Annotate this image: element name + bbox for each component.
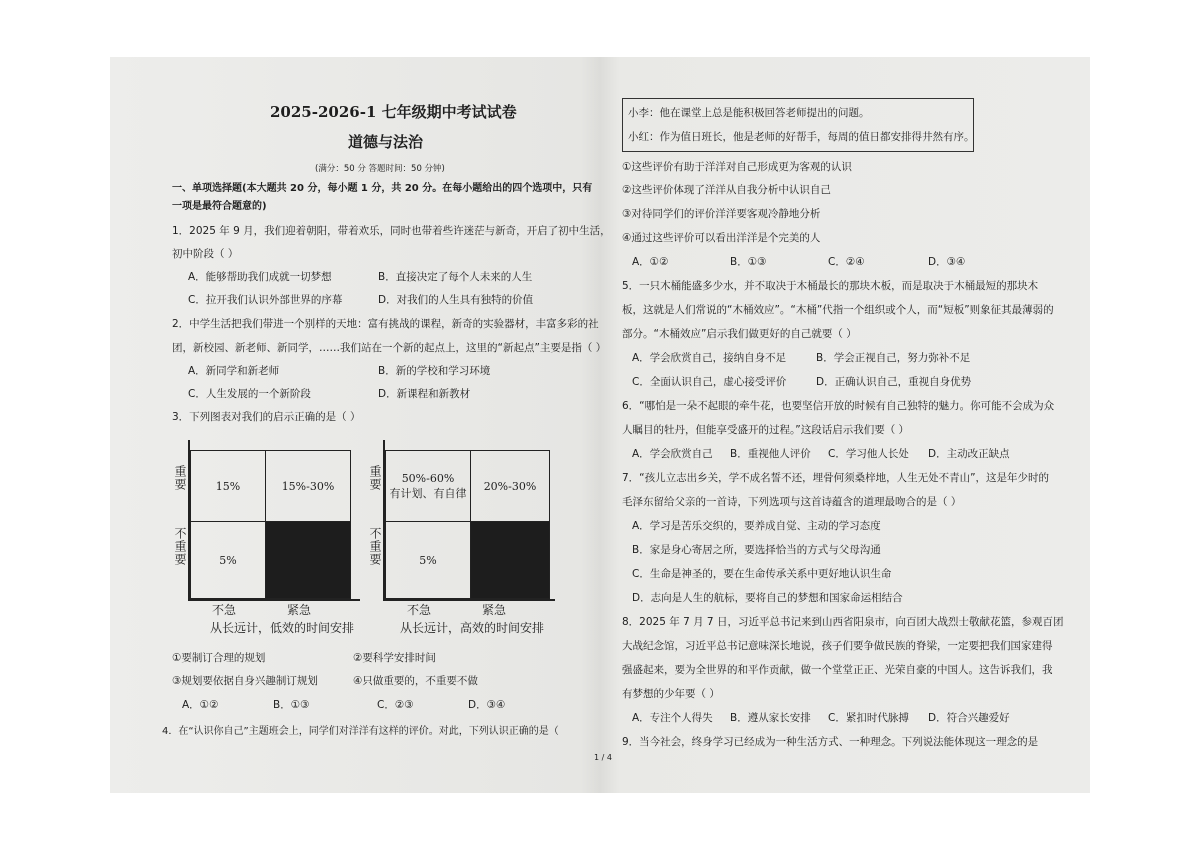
q2-option-a: A．新同学和新老师 — [188, 365, 280, 377]
q3-option-a: A．①② — [182, 699, 219, 711]
question-4: 4．在“认识你自己”主题班会上，同学们对洋洋有这样的评价。对此，下列认识正确的是（ — [162, 726, 559, 737]
question-3: 3．下列图表对我们的启示正确的是（ ） — [172, 411, 361, 423]
chart2-x-label-urgent: 紧急 — [482, 603, 507, 617]
page-number: 1 / 4 — [594, 753, 612, 762]
chart1-cell-important-not-urgent: 15% — [190, 450, 266, 522]
exam-title: 2025-2026-1 七年级期中考试试卷 — [270, 103, 517, 121]
question-2: 2．中学生活把我们带进一个别样的天地：富有挑战的课程，新奇的实验器材，丰富多彩的社 — [172, 318, 599, 330]
question-6: 6．“哪怕是一朵不起眼的牵牛花，也要坚信开放的时候有自己独特的魅力。你可能不会成为众 — [622, 400, 1055, 412]
question-8: 8．2025 年 7 月 7 日，习近平总书记来到山西省阳泉市，向百团大战烈士敬献花篮，参观百团 — [622, 616, 1064, 628]
chart2-cell-important-not-urgent — [385, 450, 471, 522]
question-8-cont: 大战纪念馆，习近平总书记意味深长地说，孩子们要争做民族的脊梁，一定要把我们国家建得 — [622, 640, 1053, 652]
question-5-cont: 板，这就是人们常说的“木桶效应”。“木桶”代指一个组织或个人，而“短板”则象征其最薄弱的 — [622, 304, 1054, 316]
q1-option-a: A．能够帮助我们成就一切梦想 — [188, 271, 332, 283]
q8-option-a: A．专注个人得失 — [632, 712, 713, 724]
exam-meta: (满分：50 分 答题时间：50 分钟) — [315, 164, 445, 174]
q4-option-d: D．③④ — [928, 256, 966, 268]
q2-option-b: B．新的学校和学习环境 — [378, 365, 491, 377]
q4-option-b: B．①③ — [730, 256, 767, 268]
q5-option-b: B．学会正视自己，努力弥补不足 — [816, 352, 971, 364]
question-1: 1．2025 年 9 月，我们迎着朝阳，带着欢乐，同时也带着些许迷茫与新奇，开启了初中生活， — [172, 225, 611, 237]
chart2-cell-unimportant-not-urgent: 5% — [385, 521, 471, 599]
question-6-cont: 人瞩目的牡丹，但能享受盛开的过程。”这段话启示我们要（ ） — [622, 424, 910, 436]
question-8-cont-2: 强盛起来，要为全世界的和平作贡献，做一个堂堂正正、光荣自豪的中国人。这告诉我们，我 — [622, 664, 1053, 676]
q7-option-a: A．学习是苦乐交织的，要养成自觉、主动的学习态度 — [632, 520, 881, 532]
q8-option-d: D．符合兴趣爱好 — [928, 712, 1010, 724]
q1-option-b: B．直接决定了每个人未来的人生 — [378, 271, 533, 283]
q3-option-c: C．②③ — [377, 699, 414, 711]
q2-option-c: C．人生发展的一个新阶段 — [188, 388, 311, 400]
chart2-y-label-unimportant: 不重要 — [368, 527, 382, 566]
chart1-cell-important-urgent: 15%-30% — [265, 450, 351, 522]
subject-title: 道德与法治 — [348, 133, 424, 151]
q6-option-d: D．主动改正缺点 — [928, 448, 1010, 460]
q7-option-c: C．生命是神圣的，要在生命传承关系中更好地认识生命 — [632, 568, 892, 580]
q5-option-a: A．学会欣赏自己，接纳自身不足 — [632, 352, 787, 364]
q3-statement-1: ①要制订合理的规划 — [172, 652, 266, 664]
chart2-cell-important-urgent: 20%-30% — [470, 450, 550, 522]
chart1-cell-unimportant-urgent — [265, 521, 351, 599]
section-heading: 一、单项选择题(本大题共 20 分，每小题 1 分，共 20 分。在每小题给出的四个选项中，只有 — [172, 183, 593, 194]
chart2-x-label-not-urgent: 不急 — [407, 603, 432, 617]
q4-option-a: A．①② — [632, 256, 669, 268]
chart1-caption: 从长远计，低效的时间安排 — [210, 621, 355, 635]
q7-option-b: B．家是身心寄居之所，要选择恰当的方式与父母沟通 — [632, 544, 881, 556]
q8-option-c: C．紧扣时代脉搏 — [828, 712, 909, 724]
q6-option-c: C．学习他人长处 — [828, 448, 909, 460]
q6-option-b: B．重视他人评价 — [730, 448, 811, 460]
evaluation-line-1: 小李：他在课堂上总是能积极回答老师提出的问题。 — [628, 107, 870, 119]
scanned-exam-sheet — [110, 57, 1090, 793]
chart1-cell-unimportant-not-urgent: 5% — [190, 521, 266, 599]
question-8-cont-3: 有梦想的少年要（ ） — [622, 688, 720, 700]
evaluation-line-2: 小红：作为值日班长，他是老师的好帮手，每周的值日都安排得井然有序。 — [628, 131, 975, 143]
q3-statement-2: ②要科学安排时间 — [353, 652, 436, 664]
q4-option-c: C．②④ — [828, 256, 865, 268]
q7-option-d: D．志向是人生的航标，要将自己的梦想和国家命运相结合 — [632, 592, 903, 604]
chart1-x-label-urgent: 紧急 — [287, 603, 312, 617]
q4-statement-1: ①这些评价有助于洋洋对自己形成更为客观的认识 — [622, 161, 852, 173]
q3-option-d: D．③④ — [468, 699, 506, 711]
question-2-cont: 团，新校园、新老师、新同学，……我们站在一个新的起点上，这里的“新起点”主要是指（ ） — [172, 342, 607, 354]
question-1-cont: 初中阶段（ ） — [172, 248, 239, 260]
question-9: 9．当今社会，终身学习已经成为一种生活方式、一种理念。下列说法能体现这一理念的是 — [622, 736, 1039, 748]
chart1-y-label-unimportant: 不重要 — [173, 527, 187, 566]
chart2-cell-note: 有计划、有自律 — [389, 486, 467, 500]
chart2-caption: 从长远计，高效的时间安排 — [400, 621, 545, 635]
chart1-y-label-important: 重要 — [173, 465, 187, 491]
chart2-cell-percent: 50%-60% — [401, 471, 455, 485]
q3-option-b: B．①③ — [273, 699, 310, 711]
q3-statement-3: ③规划要依据自身兴趣制订规划 — [172, 675, 318, 687]
question-7: 7．“孩儿立志出乡关，学不成名誓不还，埋骨何须桑梓地，人生无处不青山”，这是年少时的 — [622, 472, 1050, 484]
question-7-cont: 毛泽东留给父亲的一首诗，下列选项与这首诗蕴含的道理最吻合的是（ ） — [622, 496, 962, 508]
q1-option-c: C．拉开我们认识外部世界的序幕 — [188, 294, 343, 306]
q4-statement-3: ③对待同学们的评价洋洋要客观冷静地分析 — [622, 208, 821, 220]
q3-statement-4: ④只做重要的，不重要不做 — [353, 675, 478, 687]
q8-option-b: B．遵从家长安排 — [730, 712, 811, 724]
chart1-x-label-not-urgent: 不急 — [212, 603, 237, 617]
question-5: 5．一只木桶能盛多少水，并不取决于木桶最长的那块木板，而是取决于木桶最短的那块木 — [622, 280, 1039, 292]
chart2-cell-unimportant-urgent — [470, 521, 550, 599]
q4-statement-4: ④通过这些评价可以看出洋洋是个完美的人 — [622, 232, 821, 244]
q2-option-d: D．新课程和新教材 — [378, 388, 471, 400]
chart2-y-label-important: 重要 — [368, 465, 382, 491]
q6-option-a: A．学会欣赏自己 — [632, 448, 713, 460]
right-page — [608, 57, 1090, 793]
q5-option-d: D．正确认识自己，重视自身优势 — [816, 376, 972, 388]
q4-statement-2: ②这些评价体现了洋洋从自我分析中认识自己 — [622, 184, 831, 196]
section-heading-cont: 一项是最符合题意的) — [172, 201, 267, 212]
question-5-cont-2: 部分。“木桶效应”启示我们做更好的自己就要（ ） — [622, 328, 857, 340]
q5-option-c: C．全面认识自己，虚心接受评价 — [632, 376, 787, 388]
q1-option-d: D．对我们的人生具有独特的价值 — [378, 294, 534, 306]
